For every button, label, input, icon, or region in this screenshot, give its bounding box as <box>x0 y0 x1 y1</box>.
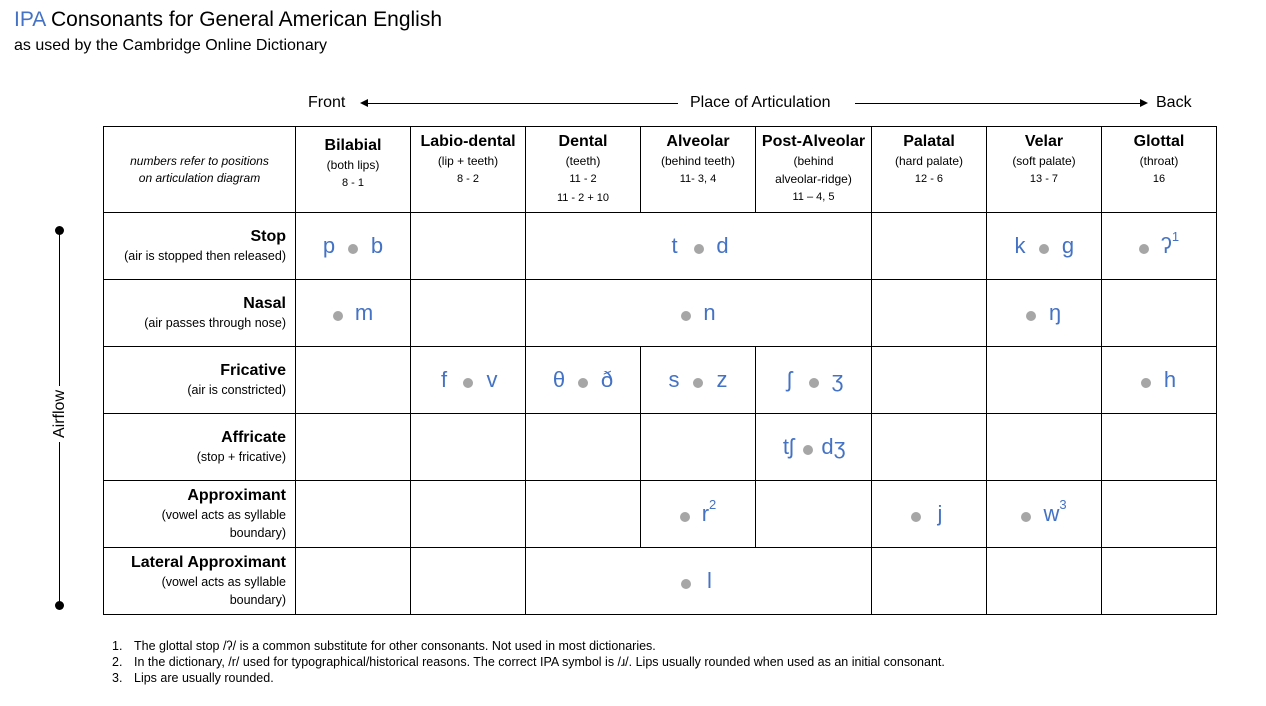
footnote-1 <box>112 638 945 654</box>
row-name: Fricative <box>220 362 286 379</box>
arrow-right-icon <box>1140 99 1148 107</box>
cell-approximant-alveolar <box>641 481 756 548</box>
cell-fricative-alveolar <box>641 347 756 414</box>
footnote-text: In the dictionary, /r/ used for typographical/historical reasons. The correct IPA symbol is /ɹ/. Lips usually rounded when used as an initial consonant. <box>134 655 945 669</box>
cell-nasal-glottal <box>1102 280 1217 347</box>
axis-front-label: Front <box>308 94 346 111</box>
col-name: Labio-dental <box>420 133 516 150</box>
cell-stop-alveolar <box>526 213 872 280</box>
symbol-voiced <box>701 497 717 527</box>
symbol-voiced: ð <box>600 367 614 392</box>
title-ipa: IPA <box>14 8 46 31</box>
symbol-voiced: h <box>1163 367 1177 392</box>
cell-fricative-postalveolar <box>756 347 872 414</box>
col-nums: 8 - 2 <box>456 173 479 185</box>
cell-fricative-dental <box>526 347 641 414</box>
col-name: Velar <box>1024 133 1064 150</box>
voicing-dot-icon <box>348 244 358 254</box>
col-header-glottal <box>1102 127 1217 213</box>
cell-lateral-bilabial <box>296 548 411 615</box>
symbol-voiceless: tʃ <box>782 434 794 459</box>
row-desc: (stop + fricative) <box>196 450 286 464</box>
cell-fricative-glottal <box>1102 347 1217 414</box>
voicing-dot-icon <box>809 378 819 388</box>
axis-place-label: Place of Articulation <box>690 94 831 111</box>
cell-approximant-labiodental <box>411 481 526 548</box>
col-desc: (behind teeth) <box>660 154 736 168</box>
row-affricate <box>104 414 1217 481</box>
airflow-bottom-dot-icon <box>55 601 64 610</box>
row-header-fricative <box>104 347 296 414</box>
row-header-lateral-approximant <box>104 548 296 615</box>
col-nums: 16 <box>1152 173 1166 185</box>
row-name: Stop <box>250 228 286 245</box>
row-desc: (vowel acts as syllable boundary) <box>161 575 286 607</box>
symbol-voiceless: θ <box>552 367 566 392</box>
symbol-voiced: l <box>707 568 712 593</box>
voicing-dot-icon <box>911 512 921 522</box>
symbol-voiced: ʒ <box>831 367 844 392</box>
cell-stop-velar <box>987 213 1102 280</box>
col-nums: 11- 3, 4 <box>679 173 717 185</box>
cell-affricate-velar <box>987 414 1102 481</box>
footnote-ref-2: 2 <box>709 497 717 512</box>
footnote-text: The glottal stop /ʔ/ is a common substitute for other consonants. Not used in most dictionaries. <box>134 639 656 653</box>
corner-note <box>104 127 296 213</box>
footnote-number: 3. <box>112 671 123 685</box>
cell-nasal-bilabial <box>296 280 411 347</box>
row-fricative <box>104 347 1217 414</box>
col-nums: 11 – 4, 5 <box>792 191 835 203</box>
cell-approximant-glottal <box>1102 481 1217 548</box>
voicing-dot-icon <box>694 244 704 254</box>
row-header-affricate <box>104 414 296 481</box>
header-row <box>104 127 1217 213</box>
row-name: Lateral Approximant <box>131 554 286 571</box>
footnote-number: 1. <box>112 639 123 653</box>
cell-lateral-glottal <box>1102 548 1217 615</box>
col-nums-2: 11 - 2 + 10 <box>556 192 610 204</box>
row-desc: (vowel acts as syllable boundary) <box>161 508 286 540</box>
cell-lateral-palatal <box>872 548 987 615</box>
cell-stop-bilabial <box>296 213 411 280</box>
voicing-dot-icon <box>681 311 691 321</box>
col-header-alveolar <box>641 127 756 213</box>
col-name: Glottal <box>1133 133 1185 150</box>
cell-fricative-bilabial <box>296 347 411 414</box>
row-desc: (air passes through nose) <box>144 316 286 330</box>
col-nums: 11 - 2 <box>569 173 597 185</box>
symbol-voiced: g <box>1061 233 1075 258</box>
cell-approximant-postalveolar <box>756 481 872 548</box>
cell-affricate-palatal <box>872 414 987 481</box>
cell-stop-palatal <box>872 213 987 280</box>
symbol-voiced: n <box>703 300 716 325</box>
symbol-voiced: b <box>370 233 384 258</box>
col-nums: 12 - 6 <box>914 173 944 185</box>
footnote-2 <box>112 654 945 670</box>
cell-nasal-palatal <box>872 280 987 347</box>
symbol-voiced: j <box>937 501 943 526</box>
footnote-ref-3: 3 <box>1059 497 1067 512</box>
row-lateral-approximant <box>104 548 1217 615</box>
col-desc: (behind alveolar-ridge) <box>775 154 852 186</box>
col-desc: (hard palate) <box>894 154 964 168</box>
symbol-voiceless: ʃ <box>787 367 792 392</box>
col-desc: (soft palate) <box>1012 154 1076 168</box>
row-stop <box>104 213 1217 280</box>
page-title <box>14 8 442 32</box>
symbol-voiced: d <box>716 233 729 258</box>
cell-affricate-glottal <box>1102 414 1217 481</box>
row-header-nasal <box>104 280 296 347</box>
consonant-table <box>103 126 1217 615</box>
voicing-dot-icon <box>1139 244 1149 254</box>
row-header-stop <box>104 213 296 280</box>
cell-nasal-alveolar <box>526 280 872 347</box>
footnotes <box>112 638 945 686</box>
col-desc: (lip + teeth) <box>437 154 499 168</box>
col-header-velar <box>987 127 1102 213</box>
row-approximant <box>104 481 1217 548</box>
row-header-approximant <box>104 481 296 548</box>
voicing-dot-icon <box>463 378 473 388</box>
footnote-ref-1: 1 <box>1171 229 1180 244</box>
col-name: Dental <box>558 133 608 150</box>
axis-line-right <box>855 103 1140 104</box>
symbol-voiced: v <box>486 367 498 392</box>
col-desc: (teeth) <box>565 154 601 168</box>
symbol-voiceless: p <box>322 233 336 258</box>
cell-stop-labiodental <box>411 213 526 280</box>
symbol-voiced: z <box>716 367 728 392</box>
col-name: Palatal <box>903 133 955 150</box>
col-header-bilabial <box>296 127 411 213</box>
voicing-dot-icon <box>1021 512 1031 522</box>
col-header-post-alveolar <box>756 127 872 213</box>
voicing-dot-icon <box>803 445 813 455</box>
cell-approximant-bilabial <box>296 481 411 548</box>
col-header-dental <box>526 127 641 213</box>
col-name: Bilabial <box>324 137 382 154</box>
symbol-w: w <box>1043 501 1060 526</box>
voicing-dot-icon <box>1141 378 1151 388</box>
cell-affricate-alveolar <box>641 414 756 481</box>
cell-affricate-postalveolar <box>756 414 872 481</box>
symbol-voiced: ŋ <box>1048 300 1062 325</box>
voicing-dot-icon <box>1039 244 1049 254</box>
title-rest: Consonants for General American English <box>45 8 443 31</box>
voicing-dot-icon <box>680 512 690 522</box>
airflow-label: Airflow <box>51 386 69 442</box>
symbol-glottal-stop: ʔ <box>1160 233 1172 258</box>
voicing-dot-icon <box>333 311 343 321</box>
cell-approximant-dental <box>526 481 641 548</box>
col-name: Post-Alveolar <box>761 133 866 150</box>
row-name: Nasal <box>243 295 286 312</box>
footnote-number: 2. <box>112 655 123 669</box>
cell-lateral-labiodental <box>411 548 526 615</box>
cell-nasal-velar <box>987 280 1102 347</box>
col-name: Alveolar <box>666 133 730 150</box>
voicing-dot-icon <box>681 579 691 589</box>
col-header-palatal <box>872 127 987 213</box>
symbol-voiced <box>1043 497 1067 527</box>
cell-fricative-velar <box>987 347 1102 414</box>
col-desc: (throat) <box>1139 154 1179 168</box>
cell-fricative-palatal <box>872 347 987 414</box>
col-desc: (both lips) <box>326 158 380 172</box>
cell-fricative-labiodental <box>411 347 526 414</box>
col-header-labio-dental <box>411 127 526 213</box>
footnote-3 <box>112 670 945 686</box>
symbol-voiced <box>1160 229 1180 259</box>
row-name: Affricate <box>221 429 286 446</box>
cell-affricate-labiodental <box>411 414 526 481</box>
cell-nasal-labiodental <box>411 280 526 347</box>
row-desc: (air is stopped then released) <box>124 249 286 263</box>
row-name: Approximant <box>187 487 286 504</box>
col-nums: 8 - 1 <box>341 177 364 189</box>
corner-note-text: numbers refer to positions on articulation diagram <box>130 153 269 185</box>
row-nasal <box>104 280 1217 347</box>
cell-lateral-velar <box>987 548 1102 615</box>
voicing-dot-icon <box>1026 311 1036 321</box>
symbol-voiceless: f <box>440 367 448 392</box>
symbol-voiced: dʒ <box>821 434 846 459</box>
voicing-dot-icon <box>578 378 588 388</box>
symbol-voiceless: k <box>1014 233 1026 258</box>
voicing-dot-icon <box>693 378 703 388</box>
axis-line-left <box>366 103 678 104</box>
col-nums: 13 - 7 <box>1029 173 1059 185</box>
cell-affricate-dental <box>526 414 641 481</box>
axis-back-label: Back <box>1156 94 1192 111</box>
cell-approximant-palatal <box>872 481 987 548</box>
symbol-voiceless: s <box>668 367 680 392</box>
cell-approximant-velar <box>987 481 1102 548</box>
page-subtitle: as used by the Cambridge Online Dictionary <box>14 37 328 54</box>
symbol-r: r <box>701 501 710 526</box>
cell-affricate-bilabial <box>296 414 411 481</box>
row-desc: (air is constricted) <box>187 383 286 397</box>
symbol-voiceless: t <box>671 233 678 258</box>
cell-stop-glottal <box>1102 213 1217 280</box>
symbol-voiced: m <box>354 300 374 325</box>
cell-lateral-alveolar <box>526 548 872 615</box>
footnote-text: Lips are usually rounded. <box>134 671 274 685</box>
